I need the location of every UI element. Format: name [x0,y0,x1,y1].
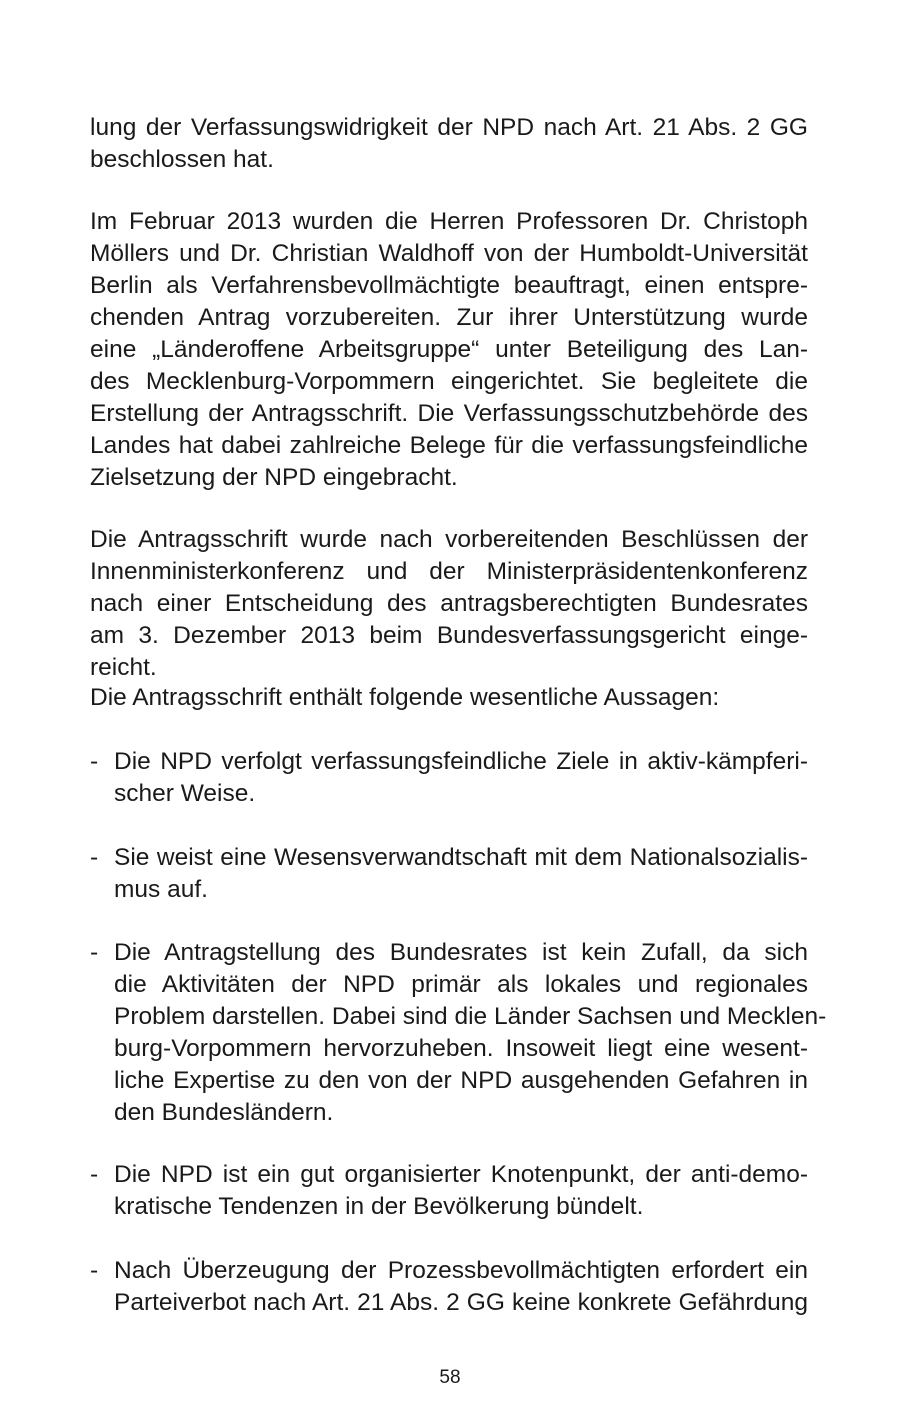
paragraph-line: beschlossen hat. [90,146,274,173]
bullet-dash: - [90,748,99,775]
paragraph-line: des Mecklenburg-Vorpommern eingerichtet. Sie begleitete die [90,368,808,395]
page-number: 58 [439,1367,461,1388]
bullet-line: Die Antragstellung des Bundesrates ist kein Zufall, da sich [114,939,808,966]
bullet-line: mus auf. [114,876,208,903]
paragraph-line: Die Antragsschrift wurde nach vorbereitenden Beschlüssen der [90,526,808,553]
paragraph-line: Zielsetzung der NPD eingebracht. [90,464,458,491]
bullet-line: Die NPD ist ein gut organisierter Knotenpunkt, der anti-demo- [114,1161,808,1188]
paragraph-line: Berlin als Verfahrensbevollmächtigte beauftragt, einen entspre- [90,272,808,299]
bullet-line: die Aktivitäten der NPD primär als lokales und regionales [114,971,808,998]
bullet-line: Problem darstellen. Dabei sind die Länder Sachsen und Mecklen- [114,1003,827,1030]
paragraph-line: am 3. Dezember 2013 beim Bundesverfassungsgericht einge- [90,622,808,649]
bullet-line: Die NPD verfolgt verfassungsfeindliche Ziele in aktiv-kämpferi- [114,748,808,775]
bullet-line: kratische Tendenzen in der Bevölkerung bündelt. [114,1193,644,1220]
paragraph-line: Möllers und Dr. Christian Waldhoff von der Humboldt-Universität [90,240,808,267]
bullet-line: Sie weist eine Wesensverwandtschaft mit dem Nationalsozialis- [114,844,808,871]
paragraph-line: nach einer Entscheidung des antragsberechtigten Bundesrates [90,590,808,617]
paragraph-line: Die Antragsschrift enthält folgende wesentliche Aussagen: [90,684,720,711]
paragraph-line: Landes hat dabei zahlreiche Belege für die verfassungsfeindliche [90,432,808,459]
bullet-dash: - [90,844,99,871]
paragraph-line: Erstellung der Antragsschrift. Die Verfassungsschutzbehörde des [90,400,808,427]
paragraph-line: chenden Antrag vorzubereiten. Zur ihrer Unterstützung wurde [90,304,808,331]
bullet-line: den Bundesländern. [114,1099,334,1126]
bullet-line: Parteiverbot nach Art. 21 Abs. 2 GG keine konkrete Gefährdung [114,1289,808,1316]
bullet-line: liche Expertise zu den von der NPD ausgehenden Gefahren in [114,1067,808,1094]
paragraph-line: eine „Länderoffene Arbeitsgruppe“ unter Beteiligung des Lan- [90,336,808,363]
bullet-line: Nach Überzeugung der Prozessbevollmächtigten erfordert ein [114,1257,808,1284]
paragraph-line: lung der Verfassungswidrigkeit der NPD nach Art. 21 Abs. 2 GG [90,114,808,141]
paragraph-line: Im Februar 2013 wurden die Herren Professoren Dr. Christoph [90,208,808,235]
bullet-line: scher Weise. [114,780,256,807]
bullet-dash: - [90,939,99,966]
bullet-dash: - [90,1161,99,1188]
paragraph-line: Innenministerkonferenz und der Ministerpräsidentenkonferenz [90,558,808,585]
bullet-dash: - [90,1257,99,1284]
bullet-line: burg-Vorpommern hervorzuheben. Insoweit liegt eine wesent- [114,1035,808,1062]
paragraph-line: reicht. [90,654,157,681]
